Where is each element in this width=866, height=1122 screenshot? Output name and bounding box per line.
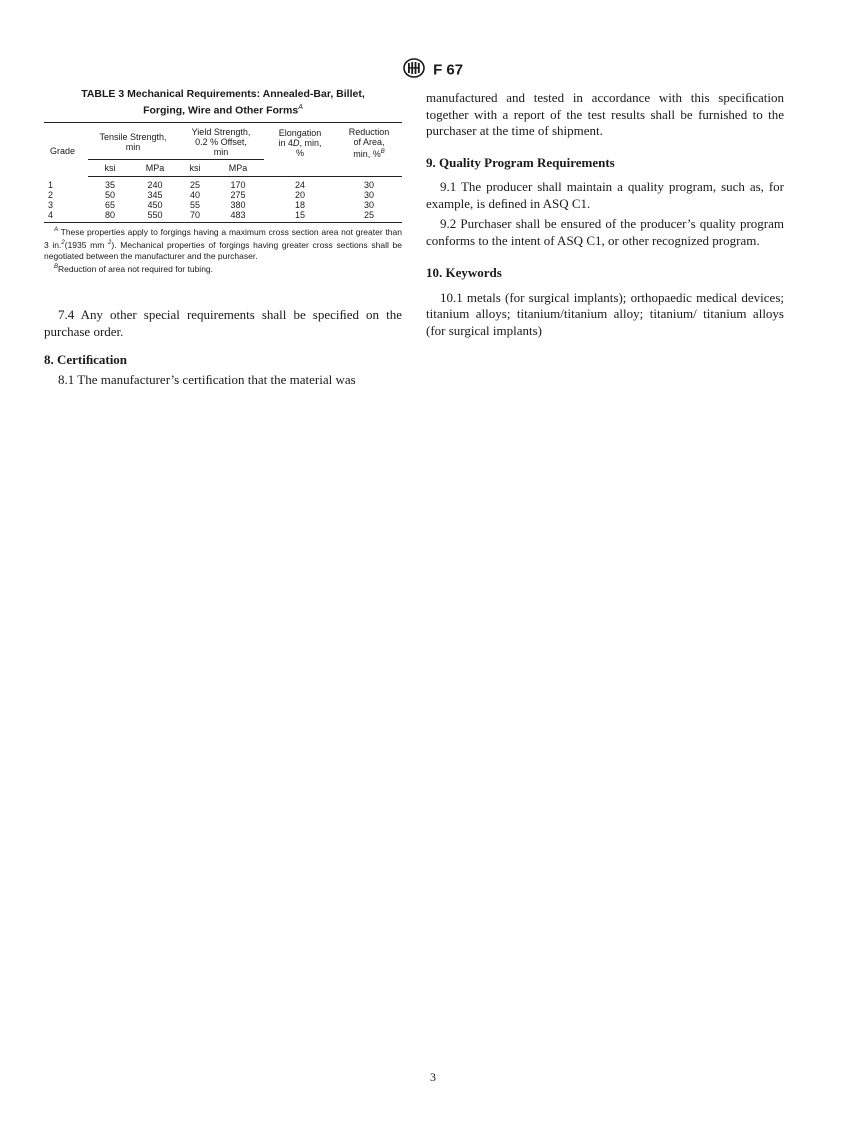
- paragraph-7-4: 7.4 Any other special requirements shall be speciﬁed on the purchase order.: [44, 307, 402, 339]
- table-row: 3 65 450 55 380 18 30: [48, 200, 374, 210]
- page-number: 3: [430, 1070, 436, 1084]
- table-title-note: A: [298, 104, 303, 111]
- table-row: 1 35 240 25 170 24 30: [48, 179, 374, 190]
- page-header: [0, 58, 866, 82]
- unit-blank: [336, 160, 402, 177]
- footnote-a: $^A$ These properties apply to forgings having a maximum cross section area not greater than 3 in.$^2$(1935 mm $^2$). Mechanical properties of forgings having greater cross sections shall be negotiated between the manufacturer and the purchaser.: [44, 226, 402, 261]
- paragraph-8-1-continued: manufactured and tested in accordance with this speciﬁcation together with a report of the test results shall be furnished to the purchaser at the time of shipment.: [426, 90, 784, 138]
- unit-ksi: ksi: [88, 160, 132, 177]
- col-tensile-strength: Tensile Strength, min: [88, 122, 178, 160]
- mechanical-requirements-table: [44, 122, 402, 224]
- table-row: 4 80 550 70 483 15 25: [44, 210, 402, 223]
- astm-logo-icon: [403, 58, 425, 82]
- paragraph-8-1: 8.1 The manufacturer’s certiﬁcation that the material was: [58, 371, 356, 387]
- paragraph-10-1: 10.1 metals (for surgical implants); orthopaedic medical devices; titanium alloys; titanium/titanium alloy; titanium/ titanium alloys (for surgical implants): [426, 289, 784, 338]
- table-row: 2 50 345 40 275 20 30: [48, 190, 374, 200]
- unit-blank: [264, 160, 336, 177]
- unit-mpa: MPa: [132, 160, 178, 177]
- col-yield-strength: Yield Strength, 0.2 % Offset, min: [178, 122, 264, 160]
- left-column: [44, 88, 402, 388]
- section-8-heading: 8. Certiﬁcation: [44, 352, 128, 368]
- footnote-b: $^B$Reduction of area not required for tubing.: [54, 263, 214, 274]
- col-reduction-of-area: Reduction of Area, min, %$^B$: [336, 122, 402, 160]
- table-title-line2: Forging, Wire and Other Forms: [143, 104, 299, 117]
- paragraph-9-2: 9.2 Purchaser shall be ensured of the producer’s quality program conforms to the intent of ASQ C1, or other recognized program.: [426, 216, 784, 248]
- right-column: [426, 90, 784, 339]
- paragraph-9-1: 9.1 The producer shall maintain a quality program, such as, for example, is deﬁned in ASQ C1.: [426, 179, 784, 211]
- unit-mpa: MPa: [212, 160, 264, 177]
- document-designation: F 67: [433, 61, 464, 79]
- section-10-heading: 10. Keywords: [426, 265, 502, 280]
- table-footnotes: [44, 225, 402, 274]
- table-title-line1: TABLE 3 Mechanical Requirements: Annealed-Bar, Billet,: [81, 88, 365, 100]
- col-grade: Grade: [44, 122, 88, 177]
- table-3-title: [44, 88, 402, 118]
- section-9-heading: 9. Quality Program Requirements: [426, 154, 615, 170]
- col-elongation: Elongation in 4D, min, %: [264, 122, 336, 160]
- unit-ksi: ksi: [178, 160, 212, 177]
